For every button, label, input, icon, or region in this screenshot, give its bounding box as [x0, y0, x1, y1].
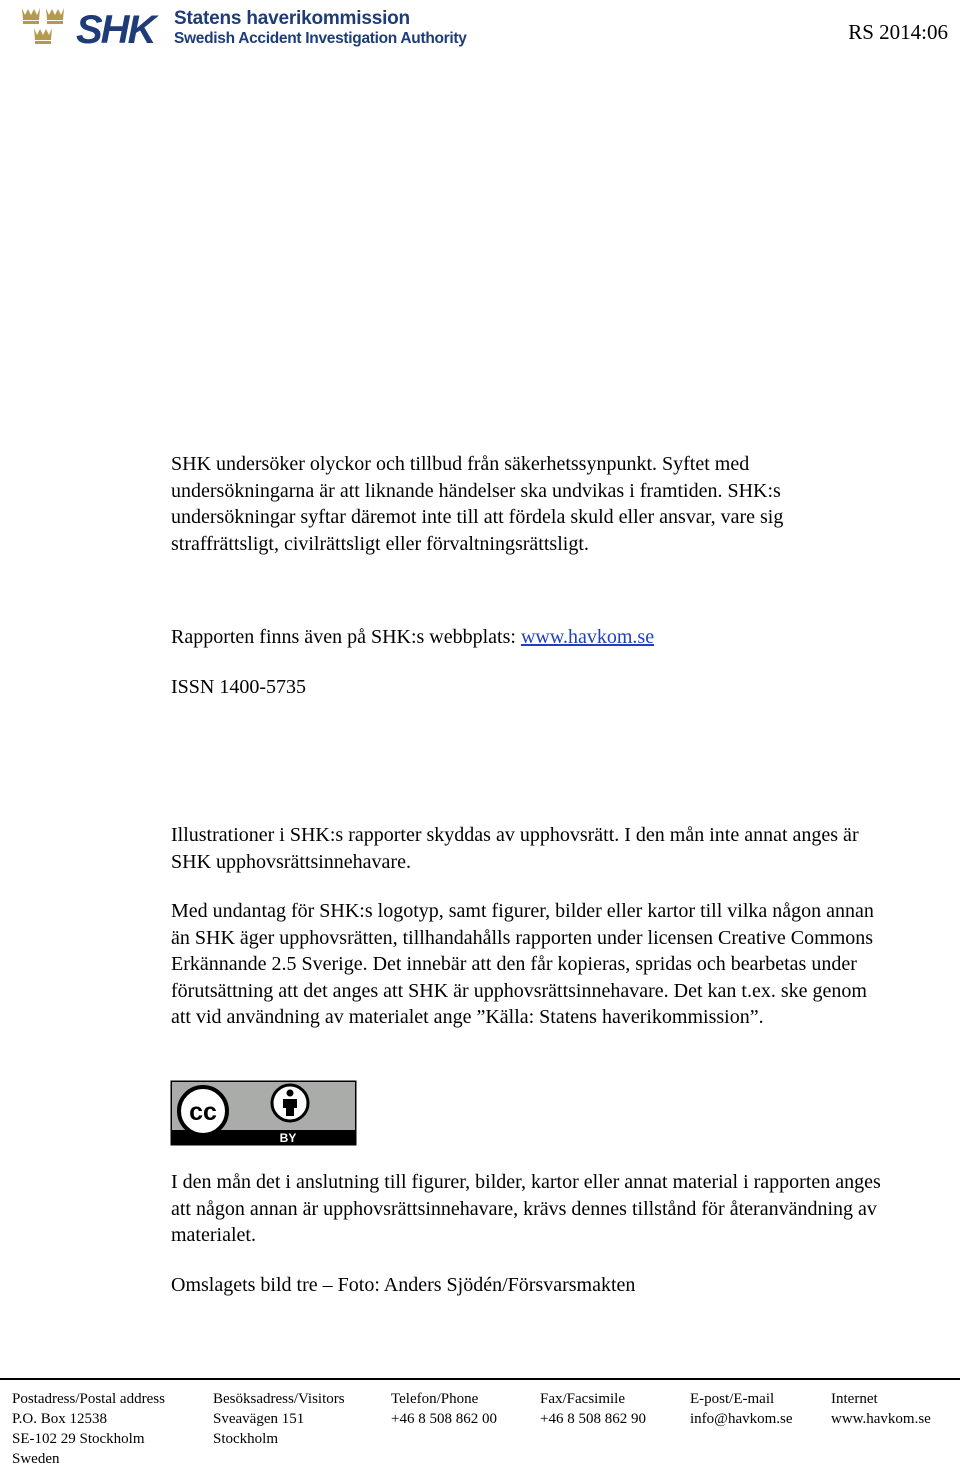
- footer-internet: [831, 1389, 931, 1429]
- website-text: Rapporten finns även på SHK:s webbplats:: [171, 626, 521, 648]
- footer-postal-country: Sweden: [12, 1451, 60, 1467]
- website-paragraph: [171, 624, 891, 651]
- footer-visiting-address: [213, 1389, 345, 1449]
- footer-fax-heading: Fax/Facsimile: [540, 1391, 625, 1407]
- three-crowns-icon: [20, 6, 68, 48]
- footer-postal-city: SE-102 29 Stockholm: [12, 1431, 145, 1447]
- footer-phone-number: +46 8 508 862 00: [391, 1411, 497, 1427]
- footer-visitors-street: Sveavägen 151: [213, 1411, 305, 1427]
- footer-postal-box: P.O. Box 12538: [12, 1411, 108, 1427]
- footer-visitors-city: Stockholm: [213, 1431, 279, 1447]
- org-name-english: Swedish Accident Investigation Authority: [174, 30, 467, 47]
- website-link[interactable]: www.havkom.se: [520, 626, 655, 648]
- cover-photo-credit: Omslagets bild tre – Foto: Anders Sjödén/Försvarsmakten: [171, 1274, 636, 1296]
- footer-fax-number: +46 8 508 862 90: [540, 1411, 646, 1427]
- license-paragraph: Med undantag för SHK:s logotyp, samt figurer, bilder eller kartor till vilka någon annan än SHK äger upphovsrätten, tillhandahålls rapporten under licensen Creative Commons Erkännande 2.5 Sverige. Det innebär att den får kopieras, spridas och bearbetas under förutsättning att det anges att SHK är upphovsrättsinnehavare. Det kan t.ex. ske genom att vid användning av materialet ange ”Källa: Statens haverikommission”.: [171, 900, 874, 1028]
- footer-email-heading: E-post/E-mail: [690, 1391, 775, 1407]
- cc-icon: [179, 1087, 227, 1135]
- svg-text:SHK: SHK: [76, 8, 155, 48]
- footer-visitors-heading: Besöksadress/Visitors: [213, 1391, 345, 1407]
- footer-fax: [540, 1389, 646, 1429]
- footer-divider: [0, 1378, 960, 1380]
- copyright-paragraph: Illustrationer i SHK:s rapporter skyddas av upphovsrätt. I den mån inte annat anges är SHK upphovsrättsinnehavare.: [171, 824, 859, 873]
- svg-text:cc: cc: [189, 1098, 217, 1126]
- footer-postal-address: [12, 1389, 165, 1469]
- shk-logo: [20, 6, 467, 48]
- footer-internet-heading: Internet: [831, 1391, 878, 1407]
- footer-postal-heading: Postadress/Postal address: [12, 1391, 165, 1407]
- footer-email-address[interactable]: info@havkom.se: [690, 1411, 793, 1427]
- shk-logo-mark: [76, 8, 168, 48]
- third-party-rights-paragraph: I den mån det i anslutning till figurer, bilder, kartor eller annat material i rapporten anges att någon annan är upphovsrättsinnehavare, krävs dennes tillstånd för återanvändning av materialet.: [171, 1171, 881, 1246]
- footer-internet-url[interactable]: www.havkom.se: [831, 1411, 931, 1427]
- report-number: RS 2014:06: [848, 20, 948, 44]
- footer-email: [690, 1389, 793, 1429]
- cc-by-license-badge: [170, 1080, 357, 1146]
- issn-text: ISSN 1400-5735: [171, 676, 307, 698]
- org-name-swedish: Statens haverikommission: [174, 8, 410, 29]
- footer-phone: [391, 1389, 497, 1429]
- attribution-person-icon: [272, 1085, 308, 1121]
- purpose-paragraph: SHK undersöker olyckor och tillbud från säkerhetssynpunkt. Syftet med undersökningarna är att liknande händelser ska undvikas i framtiden. SHK:s undersökningar syftar däremot inte till att fördela skuld eller ansvar, vare sig straffrättsligt, civilrättsligt eller förvaltningsrättsligt.: [171, 453, 784, 555]
- footer-phone-heading: Telefon/Phone: [391, 1391, 479, 1407]
- by-label: BY: [279, 1131, 297, 1145]
